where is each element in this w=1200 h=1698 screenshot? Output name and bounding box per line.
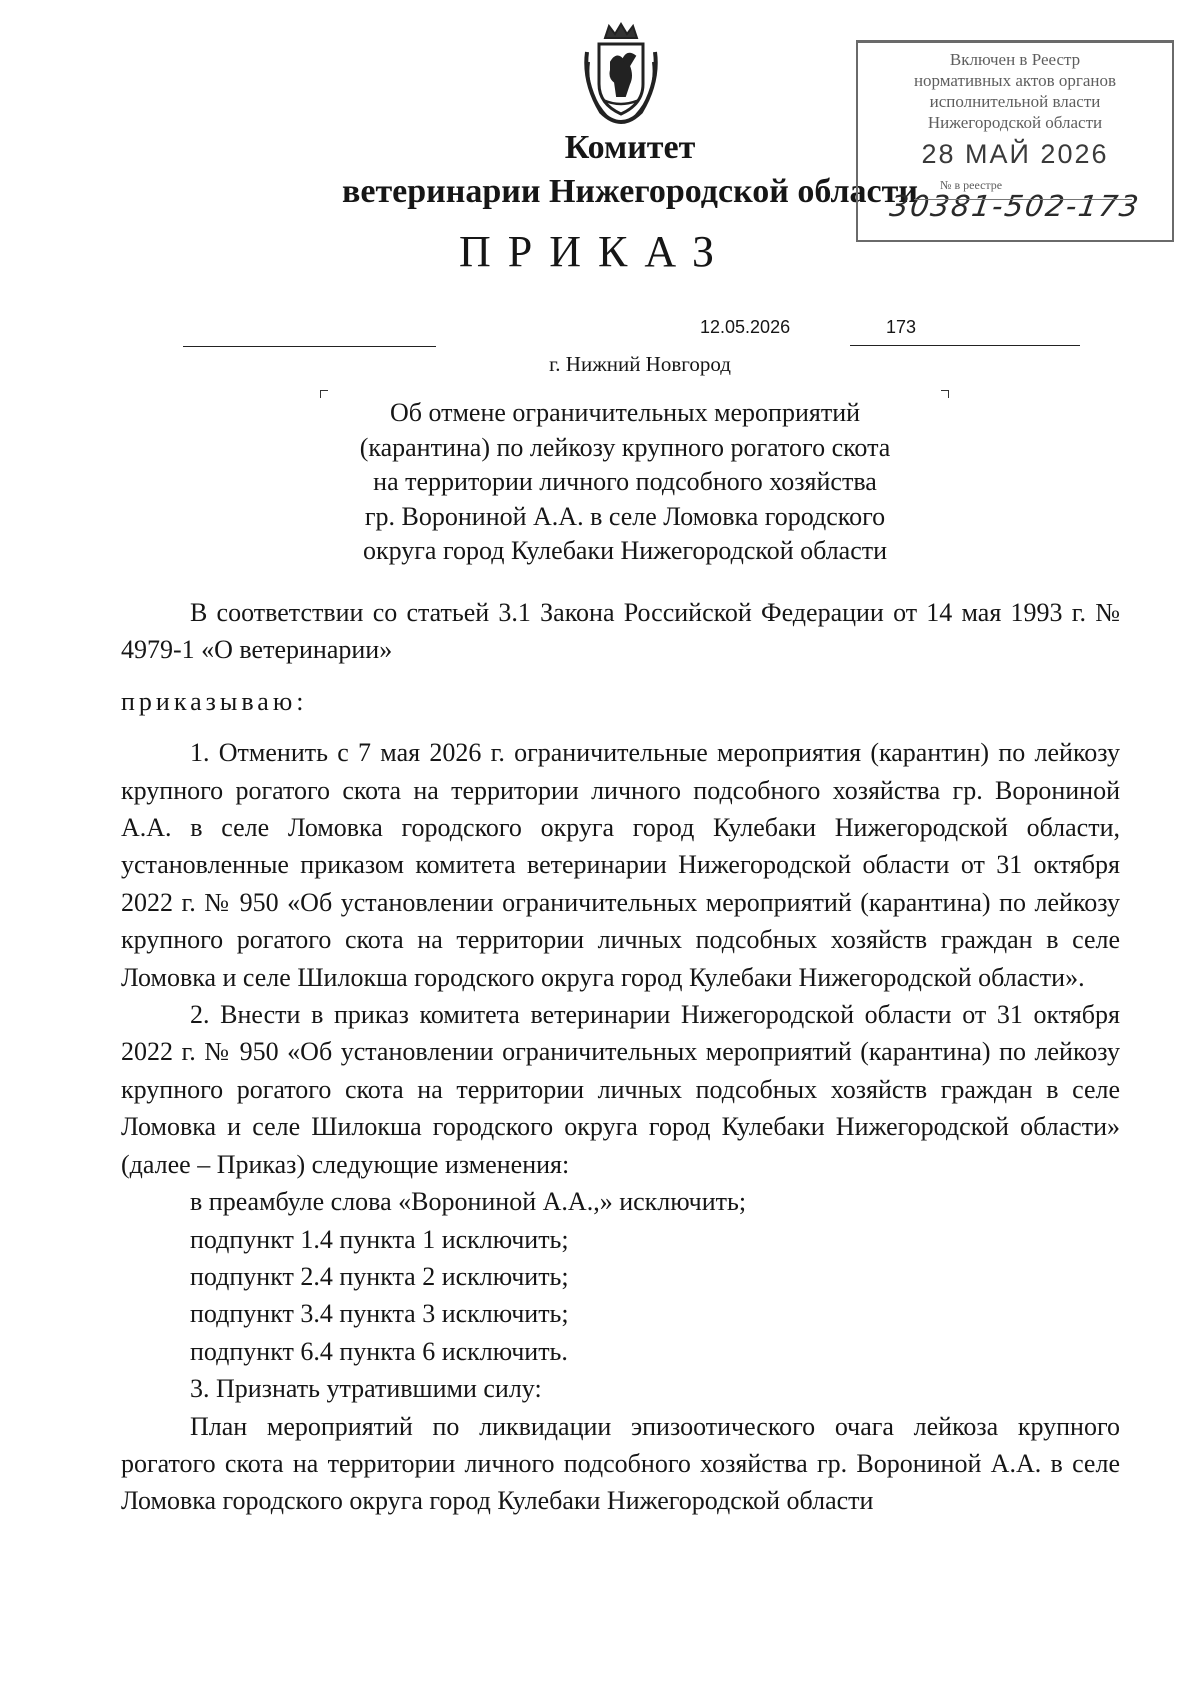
stamp-registry-label: № в реестре — [940, 178, 1003, 192]
stamp-underline — [914, 199, 1132, 200]
date-underline — [183, 346, 436, 347]
coat-of-arms-emblem — [583, 22, 659, 126]
subject-line: на территории личного подсобного хозяйства — [373, 467, 877, 496]
document-date: 12.05.2026 — [700, 317, 791, 337]
document-body — [121, 594, 1120, 1520]
subitem-line: подпункт 3.4 пункта 3 исключить; — [190, 1299, 569, 1329]
stamp-date: 28 МАЙ 2026 — [921, 139, 1109, 169]
stamp-line: Нижегородской области — [927, 113, 1103, 132]
subject-line: гр. Ворониной А.А. в селе Ломовка городского — [364, 501, 886, 531]
preamble-paragraph: В соответствии со статьей 3.1 Закона Российской Федерации от 14 мая 1993 г. № 4979-1 «О ветеринарии» — [121, 598, 1120, 665]
subitem-line: в преамбуле слова «Ворониной А.А.,» исключить; — [190, 1187, 747, 1217]
organization-name-line1: Комитет — [564, 129, 696, 166]
item-1-paragraph: 1. Отменить с 7 мая 2026 г. ограничительные мероприятия (карантин) по лейкозу крупного рогатого скота на территории личного подсобного хозяйства гр. Ворониной А.А. в селе Ломовка городского округа город Кулебаки Нижегородской области, установленные приказом комитета ветеринарии Нижегородской области от 31 октября 2022 г. № 950 «Об установлении ограничительных мероприятий (карантина) по лейкозу крупного рогатого скота на территории личных подсобных хозяйств граждан в селе Ломовка и селе Шилокша городского округа город Кулебаки Нижегородской области». — [121, 738, 1120, 992]
subject-line: округа город Кулебаки Нижегородской области — [362, 536, 888, 565]
stamp-line: исполнительной власти — [929, 92, 1101, 111]
item-2-paragraph: 2. Внести в приказ комитета ветеринарии Нижегородской области от 31 октября 2022 г. № 950 «Об установлении ограничительных мероприятий (карантина) по лейкозу крупного рогатого скота на территории личных подсобных хозяйств граждан в селе Ломовка и селе Шилокша городского округа город Кулебаки Нижегородской области» (далее – Приказ) следующие изменения: — [121, 1000, 1120, 1179]
subitem-line: подпункт 6.4 пункта 6 исключить. — [190, 1336, 568, 1366]
document-type-title: ПРИКАЗ — [458, 227, 732, 276]
number-underline — [850, 345, 1080, 346]
spacer — [121, 720, 1120, 734]
organization-name-line2: ветеринарии Нижегородской области — [342, 173, 918, 210]
subject-line: Об отмене ограничительных мероприятий — [389, 398, 861, 427]
subitem-line: подпункт 1.4 пункта 1 исключить; — [190, 1224, 569, 1254]
item-3-paragraph: План мероприятий по ликвидации эпизоотического очага лейкоза крупного рогатого скота на территории личного подсобного хозяйства гр. Ворониной А.А. в селе Ломовка городского округа город Кулебаки Нижегородской области — [121, 1411, 1120, 1516]
order-word: приказываю: — [121, 686, 308, 716]
stamp-registry-number: 30381-502-173 — [887, 189, 1143, 223]
stamp-line: нормативных актов органов — [913, 71, 1117, 90]
subitem-line: подпункт 2.4 пункта 2 исключить; — [190, 1261, 569, 1291]
city-name: г. Нижний Новгород — [549, 352, 731, 376]
stamp-line: Включен в Реестр — [949, 50, 1081, 69]
document-number: 173 — [886, 317, 917, 337]
registry-stamp — [856, 40, 1174, 242]
document-subject — [300, 396, 950, 569]
item-3-heading: 3. Признать утратившими силу: — [190, 1374, 542, 1404]
spacer — [121, 669, 1120, 683]
subject-line: (карантина) по лейкозу крупного рогатого скота — [359, 432, 891, 462]
